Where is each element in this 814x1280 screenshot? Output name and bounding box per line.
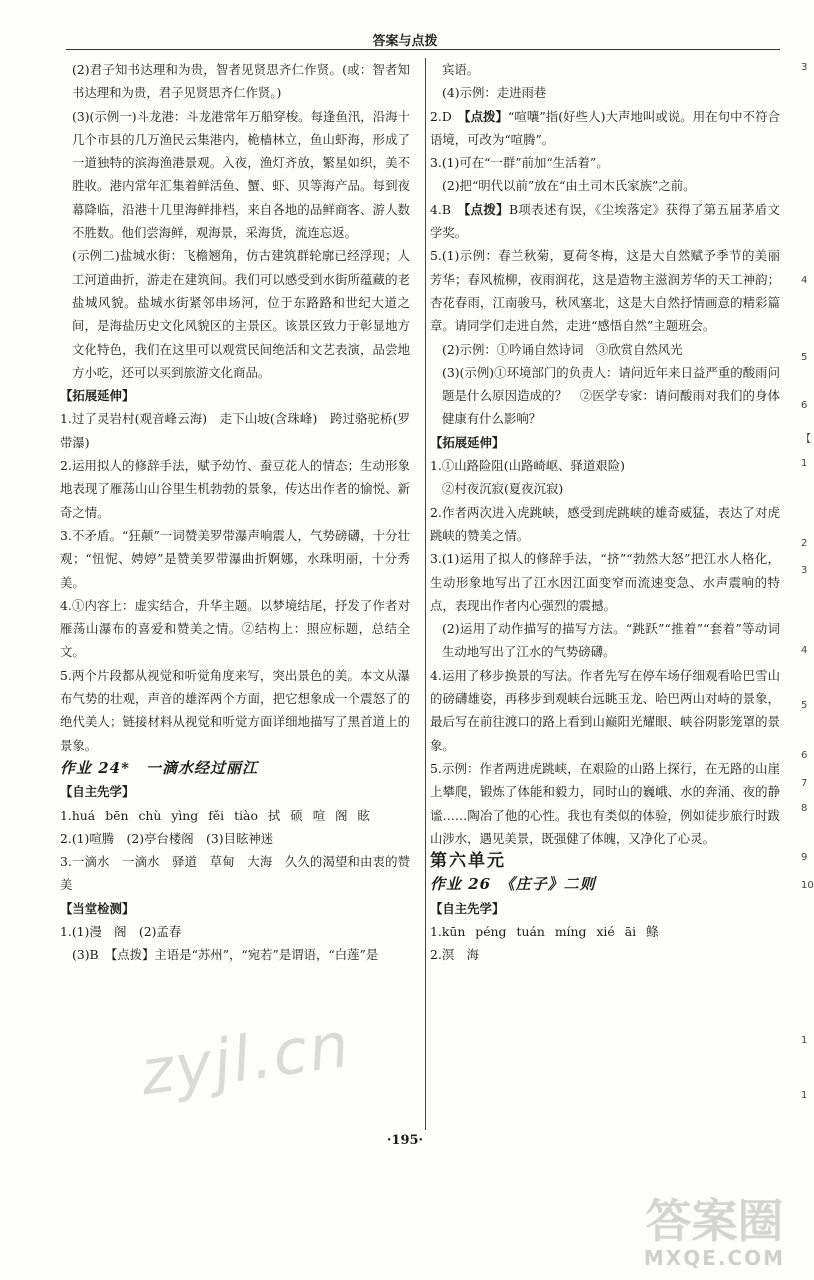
page-header: 答案与点拨 xyxy=(372,34,438,49)
answer-paragraph: (3)(示例一)斗龙港：斗龙港常年万船穿梭。每逢鱼汛，沿海十几个市县的几万渔民云集港内，桅樯林立，鱼山虾海，形成了一道独特的滨海渔港景观。入夜，渔灯齐放，繁星如织，美不胜收。港内常年汇集着鲜活鱼、蟹、虾、贝等海产品。每到夜幕降临，沿港十几里海鲜排档，来自各地的品鲜商客、游人数不胜数。他们尝海鲜，观海景，采海货，流连忘返。 xyxy=(72,108,410,241)
section-heading-self-study: 【自主先学】 xyxy=(60,784,135,800)
column-divider xyxy=(425,58,426,1130)
pinyin-line: 1.kūn péng tuán míng xié āi 鲦 xyxy=(430,923,659,939)
answer-item: 3.一滴水 一滴水 驿道 草甸 大海 久久的渴望和由衷的赞美 xyxy=(60,854,410,893)
answer-paragraph: (示例二)盐城水街：飞檐翘角，仿古建筑群轮廓已经浮现；人工河道曲折，游走在建筑间。我们可以感受到水街所蕴藏的老盐城风貌。盐城水街紧邻串场河，位于东路路和世纪大道之间，是海盐历史文化风貌区的主景区。该景区致力于彰显地方文化特色，我们在这里可以观赏民间绝活和文艺表演，品尝地方小吃，还可以买到旅游文化商品。 xyxy=(72,248,410,380)
edge-mark: 6 xyxy=(801,400,808,411)
edge-mark: 3 xyxy=(801,62,808,73)
edge-mark: 3 xyxy=(801,565,808,576)
hanzi-word: 阁 xyxy=(335,807,348,823)
answer-item: 1.①山路险阻(山路崎岖、驿道艰险) xyxy=(430,458,625,474)
answer-item xyxy=(430,198,780,245)
pinyin-word: bēn xyxy=(105,807,129,823)
unit-title: 第六单元 xyxy=(430,851,506,872)
watermark-text: zyjl.cn xyxy=(135,1007,355,1110)
hanzi-word: 眩 xyxy=(357,807,370,823)
answer-item: 5.两个片段都从视觉和听觉角度来写，突出景色的美。本文从瀑布气势的壮观，声音的雄浑两个方面，把它想象成一个震怒了的绝代美人；链接材料从视觉和听觉方面详细地描写了黑首道上的景象。 xyxy=(60,667,410,753)
pinyin-word: tiào xyxy=(234,807,258,823)
edge-mark: 1 xyxy=(801,1090,808,1101)
answer-item: (3)(示例)①环境部门的负责人：请问近年来日益严重的酸雨问题是什么原因造成的？ ②医学专家：请问酸雨对我们的身体健康有什么影响？ xyxy=(442,364,780,427)
hanzi-word: 喧 xyxy=(312,807,326,823)
edge-mark: 4 xyxy=(801,645,808,656)
answer-item: 4.①内容上：虚实结合，升华主题。以梦境结尾，抒发了作者对雁荡山瀑布的喜爱和赞美之情。②结构上：照应标题，总结全文。 xyxy=(60,597,410,660)
section-heading-self-study: 【自主先学】 xyxy=(430,900,505,916)
edge-mark: 2 xyxy=(801,538,808,549)
answer-item: 1.过了灵岩村(观音峰云海) 走下山坡(含珠峰) 跨过骆驼桥(罗带瀑) xyxy=(60,411,410,450)
section-heading-extension: 【拓展延伸】 xyxy=(60,388,135,404)
homework-title-24: 作业 24* 一滴水经过丽江 xyxy=(60,758,258,777)
hint-text: B项表述有误，《尘埃落定》获得了第五届茅盾文学奖。 xyxy=(430,201,780,241)
hint-text: “喧嚷”指(好些人)大声地叫或说。用在句中不符合语境，可改为“喧腾”。 xyxy=(430,108,780,147)
edge-mark: 9 xyxy=(801,852,808,863)
right-column xyxy=(430,58,780,967)
answer-item: 5.(1)示例：春兰秋菊，夏荷冬梅，这是大自然赋予季节的美丽芳华；春风梳柳，夜雨润花，这是造物主滋润芳华的天工神韵；杏花春雨，江南骏马，秋风塞北，这是大自然抒情画意的精彩篇章。请同学们走进自然，走进“感悟自然”主题班会。 xyxy=(430,248,780,334)
answer-item: (2)示例：①吟诵自然诗词 ③欣赏自然风光 xyxy=(442,341,683,357)
page-number: ·195· xyxy=(386,1133,424,1148)
answer-item: 1.(1)漫 阁 (2)孟春 xyxy=(60,923,182,939)
edge-mark: 1 xyxy=(801,458,808,469)
answer-item: 2.(1)喧腾 (2)亭台楼阁 (3)目眩神迷 xyxy=(60,830,274,846)
edge-mark: 8 xyxy=(801,803,808,814)
answer-key: 4.B xyxy=(430,201,465,217)
answer-item: 宾语。 xyxy=(442,62,480,77)
pinyin-word: āi xyxy=(624,923,637,939)
answer-item: 3.(1)可在“一群”前加“生活着”。 xyxy=(430,155,609,171)
header-rule xyxy=(66,49,780,50)
pinyin-word: péng xyxy=(475,923,507,939)
pinyin-word: chù xyxy=(138,807,162,823)
watermark-logo xyxy=(632,1196,797,1270)
watermark-logo-text: 答案圈 xyxy=(645,1194,784,1248)
edge-mark: 10 xyxy=(801,880,814,891)
answer-item: ②村夜沉寂(夏夜沉寂) xyxy=(442,481,564,497)
section-heading-check: 【当堂检测】 xyxy=(60,900,135,916)
pinyin-word: huá xyxy=(71,807,96,823)
pinyin-word: kūn xyxy=(441,923,466,939)
edge-mark: 4 xyxy=(801,275,808,286)
answer-paragraph: (2)君子知书达理和为贵，智者见贤思齐仁作贤。(或：智者知书达理和为贵，君子见贤思齐仁作贤。) xyxy=(72,62,410,101)
answer-item: 4.运用了移步换景的写法。作者先写在停车场仔细观看哈巴雪山的磅礴雄姿，再移步到观峡台远眺玉龙、哈巴两山对峙的景象，最后写在前往渡口的路上看到山巅阳光耀眼、峡谷阴影笼罩的景象。 xyxy=(430,667,780,753)
hint-tag: 【点拨】 xyxy=(464,108,508,124)
answer-item: 2.溟 海 xyxy=(430,947,479,963)
edge-mark: 6 xyxy=(801,750,808,761)
pinyin-word: tuán xyxy=(516,923,545,939)
answer-item: (4)示例：走进雨巷 xyxy=(442,85,547,101)
answer-item: 3.不矛盾。“狂颠”一词赞美罗带瀑声响震人，气势磅礴，十分壮观；“忸怩、娉婷”是赞美罗带瀑曲折婀娜，水珠明丽，十分秀美。 xyxy=(60,527,410,590)
homework-title-26: 作业 26 《庄子》二则 xyxy=(430,875,596,894)
hanzi-word: 鲦 xyxy=(646,923,659,939)
watermark-site: MXQE.COM xyxy=(643,1246,786,1270)
pinyin-word: yìng xyxy=(171,807,199,823)
hint-tag: 【点拨】 xyxy=(464,201,509,217)
edge-mark: 1 xyxy=(801,1035,808,1046)
edge-mark: 5 xyxy=(801,352,808,363)
section-heading-extension: 【拓展延伸】 xyxy=(430,434,505,450)
edge-mark: 5 xyxy=(801,700,808,711)
answer-item: 3.(1)运用了拟人的修辞手法，“挤”“勃然大怒”把江水人格化，生动形象地写出了江水因江面变窄而流速变急、水声震响的特点，表现出作者内心强烈的震撼。 xyxy=(430,551,780,613)
answer-key: 2.D xyxy=(430,108,465,124)
pinyin-word: xié xyxy=(596,923,615,939)
answer-item: 2.运用拟人的修辞手法，赋予幼竹、蚕豆花人的情态；生动形象地表现了雁荡山山谷里生机勃勃的景象，传达出作者的愉悦、新奇之情。 xyxy=(60,458,410,520)
edge-mark: 7 xyxy=(801,778,808,789)
answer-item: 2.作者两次进入虎跳峡，感受到虎跳峡的雄奇威猛，表达了对虎跳峡的赞美之情。 xyxy=(430,504,780,543)
answer-item: 5.示例：作者两进虎跳峡，在艰险的山路上探行，在无路的山崖上攀爬，锻炼了体能和毅力，同时山的巍峨、水的奔涌、夜的静谧……陶冶了他的心性。我也有类似的体验，例如徒步旅行时跋山涉水，遇见美景，既强健了体魄，又净化了心灵。 xyxy=(430,760,780,846)
hanzi-word: 拭 xyxy=(267,807,281,823)
pinyin-word: míng xyxy=(554,923,587,939)
answer-item xyxy=(430,105,780,152)
hanzi-word: 硕 xyxy=(290,807,303,823)
left-column xyxy=(60,58,410,967)
answer-item: (2)把“明代以前”放在“由土司木氏家族”之前。 xyxy=(442,178,696,194)
answer-item: (2)运用了动作描写的描写方法。“跳跃”“推着”“套着”等动词生动地写出了江水的气势磅礴。 xyxy=(442,621,780,660)
edge-mark: 【 xyxy=(801,434,811,445)
answer-item: (3)B 【点拨】主语是“苏州”，“宛若”是谓语，“白莲”是 xyxy=(72,947,379,963)
pinyin-line: 1.huá bēn chù yìng fěi tiào 拭 硕 喧 阁 眩 xyxy=(60,807,370,823)
pinyin-word: fěi xyxy=(208,807,225,823)
